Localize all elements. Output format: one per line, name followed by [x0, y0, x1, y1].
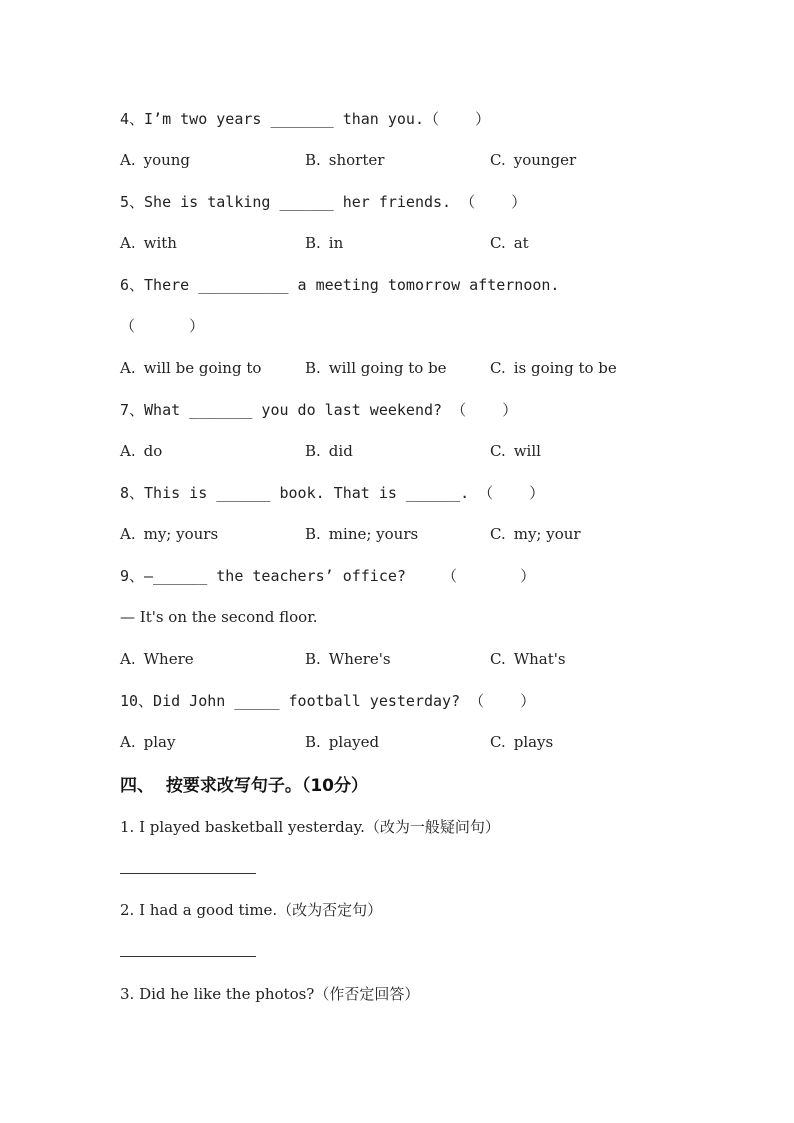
- question-6-answer-bracket: （ ）: [120, 317, 205, 335]
- option-a: A. my; yours: [120, 525, 219, 543]
- option-b: B. did: [305, 442, 353, 460]
- question-7-options: [120, 442, 720, 464]
- option-b: B. will going to be: [305, 359, 447, 377]
- option-a: A. young: [120, 151, 191, 169]
- section-4-heading: 四、 按要求改写句子。（10分）: [120, 776, 368, 796]
- option-b: B. mine; yours: [305, 525, 419, 543]
- question-7-stem: 7、What _______ you do last weekend? （ ）: [120, 401, 518, 419]
- option-c: C. my; your: [490, 525, 581, 543]
- question-8-stem: 8、This is ______ book. That is ______. （ ）: [120, 484, 545, 502]
- option-a: A. with: [120, 234, 177, 252]
- question-9-reply: — It's on the second floor.: [120, 608, 318, 626]
- question-8-options: [120, 525, 720, 547]
- option-a: A. play: [120, 733, 176, 751]
- question-6-options: [120, 359, 720, 381]
- question-9-options: [120, 650, 720, 672]
- option-a: A. do: [120, 442, 163, 460]
- question-10-stem: 10、Did John _____ football yesterday? （ ）: [120, 692, 536, 710]
- question-10-options: [120, 733, 720, 755]
- rewrite-item-3: 3. Did he like the photos?（作否定回答）: [120, 985, 420, 1003]
- answer-line-2: [120, 956, 256, 957]
- question-4-options: [120, 151, 720, 173]
- question-9-stem: 9、—______ the teachers’ office? （ ）: [120, 567, 536, 585]
- option-c: C. at: [490, 234, 529, 252]
- question-5-stem: 5、She is talking ______ her friends. （ ）: [120, 193, 527, 211]
- option-a: A. Where: [120, 650, 194, 668]
- option-b: B. Where's: [305, 650, 391, 668]
- option-c: C. younger: [490, 151, 577, 169]
- option-c: C. will: [490, 442, 541, 460]
- option-c: C. is going to be: [490, 359, 617, 377]
- rewrite-item-2: 2. I had a good time.（改为否定句）: [120, 901, 383, 919]
- answer-line-1: [120, 873, 256, 874]
- rewrite-item-1: 1. I played basketball yesterday.（改为一般疑问句）: [120, 818, 500, 836]
- option-b: B. shorter: [305, 151, 385, 169]
- option-b: B. in: [305, 234, 344, 252]
- question-4-stem: 4、I’m two years _______ than you.（ ）: [120, 110, 491, 128]
- option-c: C. plays: [490, 733, 554, 751]
- question-5-options: [120, 234, 720, 256]
- option-b: B. played: [305, 733, 380, 751]
- option-a: A. will be going to: [120, 359, 262, 377]
- option-c: C. What's: [490, 650, 566, 668]
- question-6-stem: 6、There __________ a meeting tomorrow afternoon.: [120, 276, 560, 294]
